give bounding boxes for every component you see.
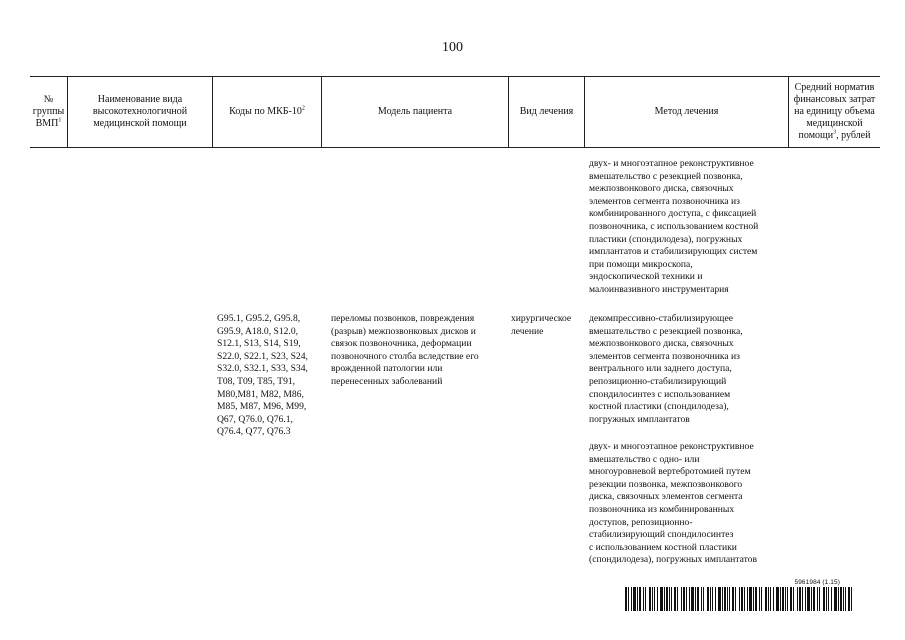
header-patient-model: Модель пациента xyxy=(377,106,453,117)
header-avg-cost: Средний норматив финансовых затрат на единицу объема медицинской помощи$^3$, рублей xyxy=(793,82,876,141)
page-number: 100 xyxy=(442,40,463,55)
barcode-image xyxy=(625,587,855,611)
method-cell-3: двух- и многоэтапное реконструктивное вмешательство с одно- или многоуровневой вертебротомией путем резекции позвонка, межпозвонкового диска, связочных элементов сегмента позвоночника из комбинированных доступов, репозиционно- стабилизирующий спондилосинтез с использованием костной пластики (спондилодеза), погружных имплантатов xyxy=(589,441,757,566)
treatment-type-cell: хирургическое лечение xyxy=(511,313,572,337)
header-icd-codes: Коды по МКБ-$10^2$ xyxy=(229,105,305,117)
barcode-label: 5961984 (1.15) xyxy=(794,579,840,586)
method-cell-1: двух- и многоэтапное реконструктивное вмешательство с резекцией позвонка, межпозвонкового диска, связочных элементов сегмента позвоночника из комбинированного доступа, с фиксацией позвоночника, с использованием костной пластики (спондилодеза), погружных имплантатов и стабилизирующих систем при помощи микроскопа, эндоскопической техники и малоинвазивного инструментария xyxy=(589,158,759,295)
icd-codes-cell: G95.1, G95.2, G95.8, G95.9, A18.0, S12.0, S12.1, S13, S14, S19, S22.0, S22.1, S23, S24, S32.0, S32.1, S33, S34, T08, T09, T85, T91, M80,M81, M82, M86, M85, M87, M96, M99, Q67, Q76.0, Q76.1, Q76.4, Q77, Q76.3 xyxy=(217,313,308,438)
header-treatment-type: Вид лечения xyxy=(519,106,574,117)
header-bottom-rule xyxy=(30,147,880,148)
patient-model-cell: переломы позвонков, повреждения (разрыв) межпозвонковых дисков и связок позвоночника, деформации позвоночного столба вследствие его врожденной патологии или перенесенных заболеваний xyxy=(331,313,479,387)
header-treatment-method: Метод лечения xyxy=(654,106,719,117)
header-group-no: № группы ВМП$^1$ xyxy=(32,94,65,129)
header-service-name: Наименование вида высокотехнологичной медицинской помощи xyxy=(92,94,188,129)
header-top-rule xyxy=(30,76,880,77)
method-cell-2: декомпрессивно-стабилизирующее вмешательство с резекцией позвонка, межпозвонкового диска, связочных элементов сегмента позвоночника из вентрального или заднего доступа, репозиционно-стабилизирующий спондилосинтез с использованием костной пластики (спондилодеза), погружных имплантатов xyxy=(589,313,743,425)
